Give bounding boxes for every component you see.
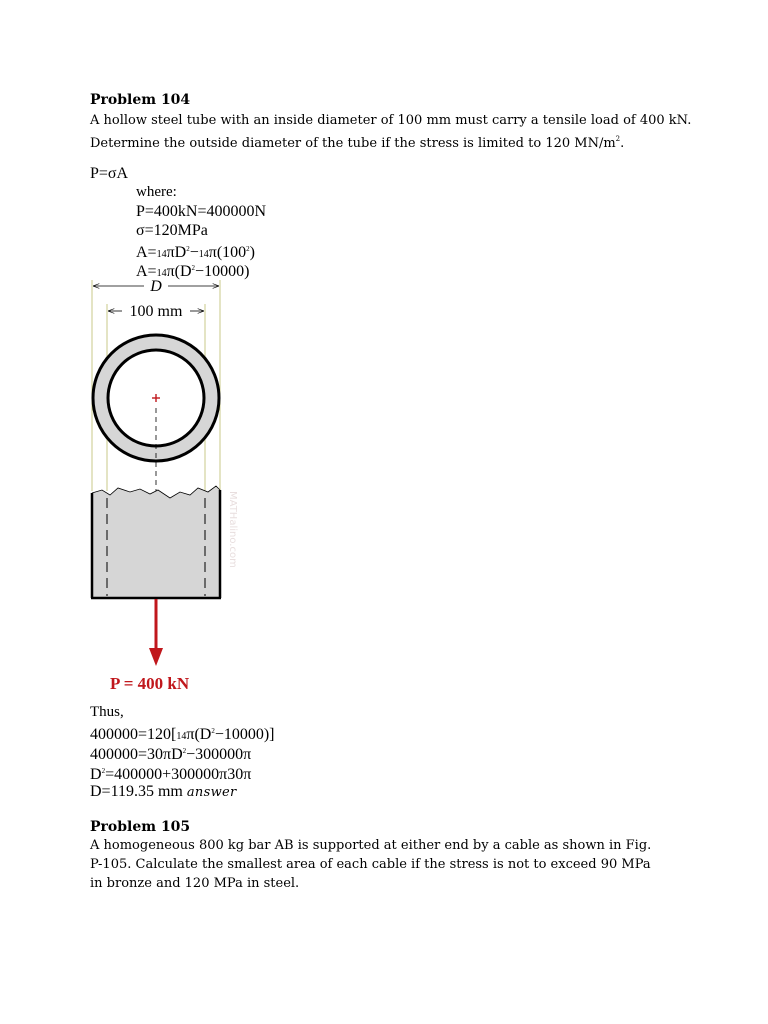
thus-label: Thus, (90, 704, 124, 720)
area-equation-1: $A=14\pi D^2-14\pi(100^2)$ (136, 244, 255, 261)
stress-formula: P=σA (90, 165, 129, 182)
problem-104-statement-line1: A hollow steel tube with an inside diameter of 100 mm must carry a tensile load of 400 kN. (90, 113, 692, 128)
problem-104-heading: Problem 104 (90, 92, 191, 108)
watermark: MATHalino.com (227, 491, 238, 568)
inner-diameter-dimension (108, 303, 204, 320)
solution-step-2: $400000=30\pi D^2-300000\pi$ (90, 746, 252, 763)
problem-105-heading: Problem 105 (90, 819, 191, 835)
solution-step-1: $400000=120[14\pi(D^2-10000)]$ (90, 726, 275, 743)
inner-diameter-label: 100 mm (129, 303, 183, 320)
solution-step-4: D=119.35 mm answer (90, 783, 237, 800)
load-label: P = 400 kN (110, 674, 190, 693)
outer-diameter-label: D (150, 278, 162, 295)
outer-diameter-dimension (93, 278, 219, 295)
area-equation-2: $A=14\pi(D^2-10000)$ (136, 263, 250, 280)
solution-step-3: $D^2=400000+300000\pi 30\pi$ (90, 766, 252, 783)
problem-104-statement-line2: Determine the outside diameter of the tube if the stress is limited to 120 $MN/m^2$. (90, 135, 625, 151)
tube-side-view (91, 486, 221, 598)
stress-definition: σ=120MPa (136, 222, 208, 239)
where-label: where: (136, 184, 177, 200)
load-definition: P=400kN=400000N (136, 203, 267, 220)
tube-figure (82, 276, 252, 706)
problem-105-statement: A homogeneous 800 kg bar AB is supported at either end by a cable as shown in Fig. P-105. Calculate the smallest area of each cable if the stress is not to exceed 90 MPa in bronze and 120 MPa in steel. (90, 838, 652, 891)
tube-cross-section (93, 335, 219, 461)
answer-label: answer (186, 785, 237, 800)
load-arrow (149, 599, 163, 666)
